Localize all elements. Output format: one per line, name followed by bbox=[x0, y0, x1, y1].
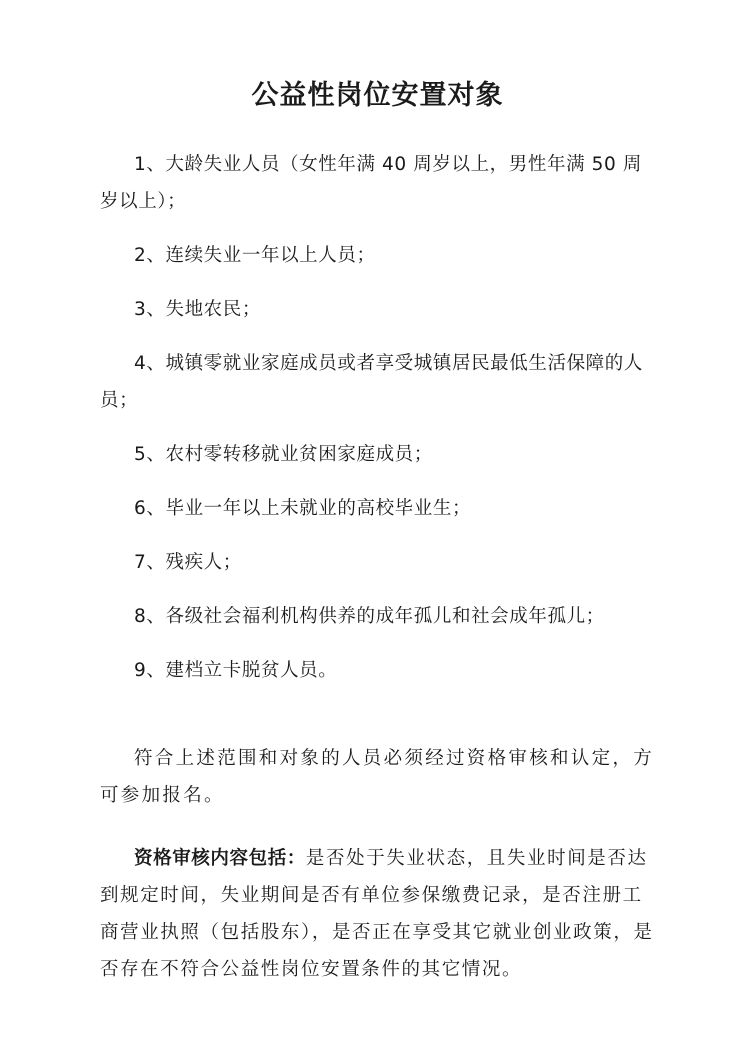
list-item: 1、大龄失业人员（女性年满 40 周岁以上，男性年满 50 周岁以上）； bbox=[100, 154, 642, 212]
list-item: 8、各级社会福利机构供养的成年孤儿和社会成年孤儿； bbox=[134, 606, 605, 627]
list-item: 9、建档立卡脱贫人员。 bbox=[134, 660, 338, 681]
review-content-paragraph bbox=[100, 840, 655, 988]
eligibility-list bbox=[100, 146, 655, 689]
list-item: 7、残疾人； bbox=[134, 552, 242, 573]
review-content-body: 是否处于失业状态，且失业时间是否达到规定时间，失业期间是否有单位参保缴费记录，是否注册工商营业执照（包括股东），是否正在享受其它就业创业政策，是否存在不符合公益性岗位安置条件的其它情况。 bbox=[100, 848, 654, 980]
list-item: 5、农村零转移就业贫困家庭成员； bbox=[134, 444, 433, 465]
document-title: 公益性岗位安置对象 bbox=[251, 80, 504, 111]
review-content-lead: 资格审核内容包括： bbox=[134, 848, 306, 869]
list-item: 3、失地农民； bbox=[134, 299, 261, 320]
list-item: 4、城镇零就业家庭成员或者享受城镇居民最低生活保障的人员； bbox=[100, 353, 643, 411]
list-item: 2、连续失业一年以上人员； bbox=[134, 245, 376, 266]
list-item: 6、毕业一年以上未就业的高校毕业生； bbox=[134, 498, 472, 519]
qualification-paragraph: 符合上述范围和对象的人员必须经过资格审核和认定，方可参加报名。 bbox=[100, 748, 655, 806]
